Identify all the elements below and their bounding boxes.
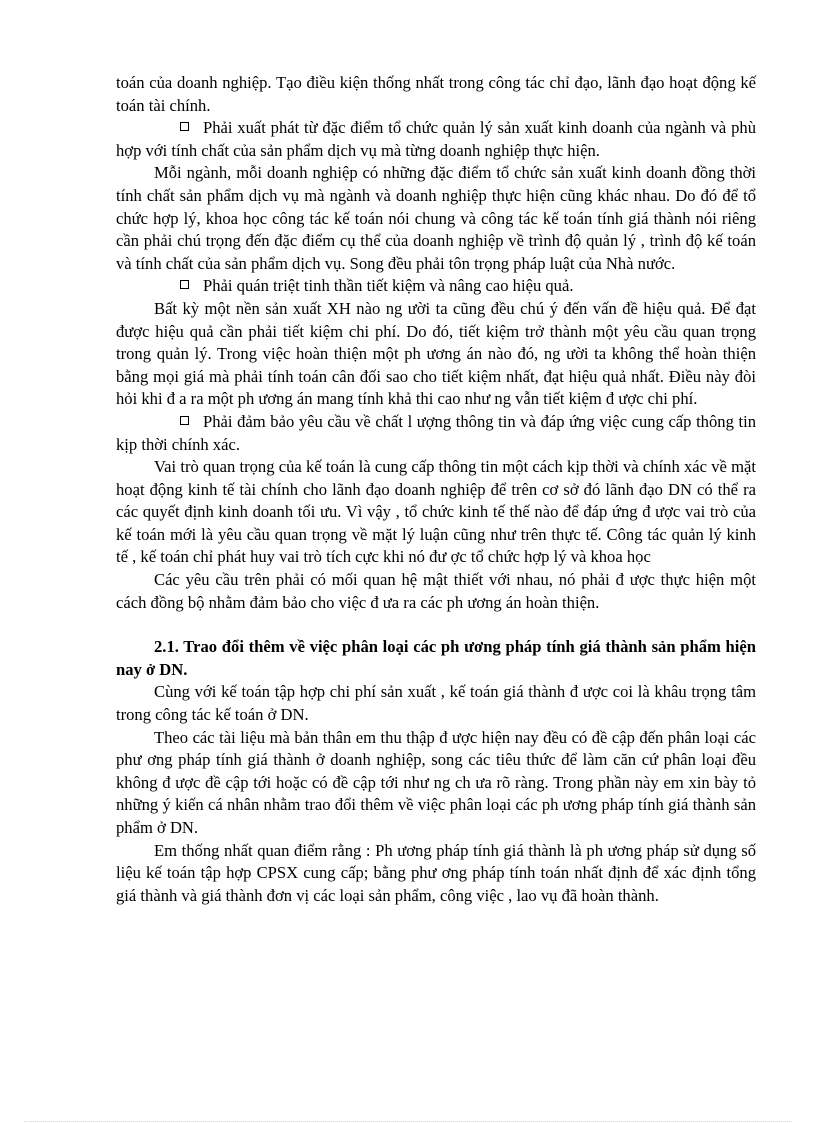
square-bullet-icon: [180, 416, 189, 425]
body-paragraph: Mỗi ngành, mỗi doanh nghiệp có những đặc điểm tổ chức sản xuất kinh doanh đồng thời tính chất sản phẩm dịch vụ mà ngành và doanh nghiệp thực hiện cũng khác nhau. Do đó để tổ chức hợp lý, khoa học công tác kế toán nói chung và công tác kế toán tính giá thành nói riêng cần phải chú trọng đến đặc điểm cụ thể của doanh nghiệp về trình độ quản lý , trình độ kế toán và tính chất của sản phẩm dịch vụ. Song đều phải tôn trọng pháp luật của Nhà nước.: [116, 163, 756, 273]
bullet-item: [116, 117, 756, 162]
section-heading: 2.1. Trao đổi thêm về việc phân loại các ph ương pháp tính giá thành sản phẩm hiện nay ở DN.: [116, 637, 756, 679]
document-page: [116, 72, 756, 907]
square-bullet-icon: [180, 280, 189, 289]
body-paragraph: Các yêu cầu trên phải có mối quan hệ mật thiết với nhau, nó phải đ ược thực hiện một cách đồng bộ nhằm đảm bảo cho việc đ ưa ra các ph ương án hoàn thiện.: [116, 570, 756, 612]
body-paragraph: Em thống nhất quan điểm rằng : Ph ương pháp tính giá thành là ph ương pháp sử dụng số liệu kế toán tập hợp CPSX cung cấp; bằng phư ơng pháp tính toán nhất định để xác định tổng giá thành và giá thành đơn vị các loại sản phẩm, công việc , lao vụ đã hoàn thành.: [116, 840, 756, 905]
bullet-text: Phải đảm bảo yêu cầu về chất l ượng thông tin và đáp ứng việc cung cấp thông tin kịp thời chính xác.: [116, 411, 756, 454]
body-paragraph: Cùng với kế toán tập hợp chi phí sản xuất , kế toán giá thành đ ược coi là khâu trọng tâm trong công tác kế toán ở DN.: [116, 682, 756, 725]
body-paragraph: Vai trò quan trọng của kế toán là cung cấp thông tin một cách kịp thời và chính xác về mặt hoạt động kinh tế tài chính cho lãnh đạo doanh nghiệp để trên cơ sở đó lãnh đạo DN có thể ra các quyết định kinh doanh tối ưu. Vì vậy , tổ chức kinh tế thế nào để đáp ứng đ ược vai trò của kế toán mới là yêu cầu quan trọng về mặt lý luận cũng như trên thực tế. Công tác quản lý kinh tế , kế toán chỉ phát huy vai trò tích cực khi nó đư ợc tổ chức hợp lý và khoa học: [116, 457, 756, 567]
paragraph-spacer: [116, 614, 756, 636]
body-paragraph: Theo các tài liệu mà bản thân em thu thập đ ược hiện nay đều có đề cập đến phân loại các phư ơng pháp tính giá thành ở doanh nghiệp, song các tiêu thức để làm căn cứ phân loại đều không đ ược đề cập tới hoặc có đề cập tới như ng ch ưa rõ ràng. Trong phần này em xin bày tỏ những ý kiến cá nhân nhằm trao đổi thêm về việc phân loại các ph ương pháp tính giá thành sản phẩm ở DN.: [116, 727, 756, 837]
bullet-item: [116, 411, 756, 456]
body-paragraph: toán của doanh nghiệp. Tạo điều kiện thống nhất trong công tác chỉ đạo, lãnh đạo hoạt động kế toán tài chính.: [116, 73, 756, 115]
square-bullet-icon: [180, 122, 189, 131]
page-bottom-divider: [24, 1121, 792, 1122]
bullet-item: [116, 275, 756, 298]
bullet-text: Phải xuất phát từ đặc điểm tổ chức quản lý sản xuất kinh doanh của ngành và phù hợp với tính chất của sản phẩm dịch vụ mà từng doanh nghiệp thực hiện.: [116, 118, 756, 160]
body-paragraph: Bất kỳ một nền sản xuất XH nào ng ười ta cũng đều chú ý đến vấn đề hiệu quả. Để đạt được hiệu quả cần phải tiết kiệm chi phí. Do đó, tiết kiệm trở thành một yêu cầu quan trọng trong quản lý. Trong việc hoàn thiện một ph ương án nào đó, ng ười ta không thể hoàn thiện bằng mọi giá mà phải tính toán cân đối sao cho tiết kiệm nhất, đạt hiệu quả nhất. Điều này đòi hỏi khi đ a ra một ph ương án mang tính khả thi cao như ng vẫn tiết kiệm đ ược chi phí.: [116, 298, 756, 409]
bullet-text: Phải quán triệt tinh thần tiết kiệm và nâng cao hiệu quả.: [203, 276, 574, 296]
